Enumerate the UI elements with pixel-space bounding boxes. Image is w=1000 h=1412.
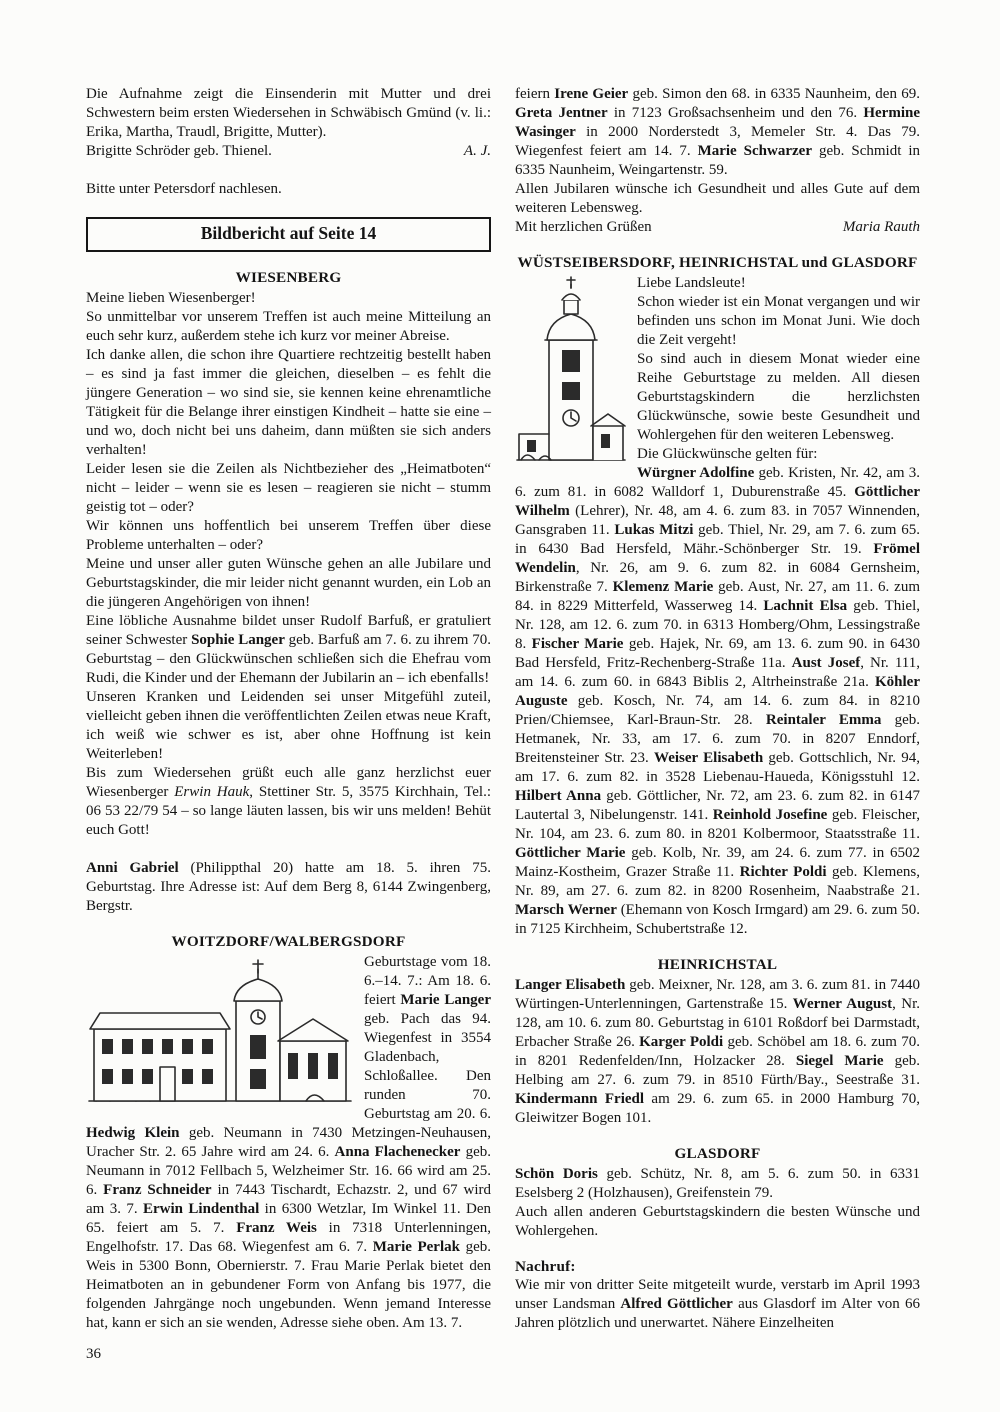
woitzdorf-paragraph: Geburtstage vom 18. 6.–14. 7.: Am 18. 6. feiert Marie Langer geb. Pach das 94. Wiegenfest in 3554 Gladenbach, Schloßallee. Den runden 70. Geburtstag am 20. 6. Hedwig Klein geb. Neumann in 7430 Metzingen-Neuhausen, Uracher Str. 2. 65 Jahre wird am 24. 6. Anna Flachenecker geb. Neumann in 7012 Fellbach 5, Welzheimer Str. 16. 66 wird am 25. 6. Franz Schneider in 7443 Tischardt, Echazstr. 2, und 67 wird am 3. 7. Erwin Lindenthal in 6300 Wetzlar, Im Winkel 11. Den 65. feiert am 5. 7. Franz Weis in 7318 Unterlenningen, Engelhofstr. 17. Das 68. Wiegenfest am 6. 7. Marie Perlak geb. Weis in 5300 Bonn, Obernierstr. 7. Frau Marie Perlak bietet den Heimatboten an in gebundener Form von Anfang bis 1977, die folgenden Jahrgänge noch ungebunden. Wenn jemand Interesse hat, kann er sich an sie wenden, Adresse siehe oben. Am 13. 7. [86, 954, 491, 1331]
photo-caption: Die Aufnahme zeigt die Einsenderin mit Mutter und drei Schwestern beim ersten Wiedersehen in Schwäbisch Gmünd (v. li.: Erika, Martha, Traudl, Brigitte, Mutter). [86, 86, 491, 140]
glasdorf-paragraph: Schön Doris geb. Schütz, Nr. 8, am 5. 6. zum 50. in 6331 Eselsberg 2 (Holzhausen), Greifenstein 79. [515, 1166, 920, 1201]
wiesenberg-paragraph: Ich danke allen, die schon ihre Quartiere rechtzeitig bestellt haben – es sind ja fast immer die gleichen, dieselben – es fehlt die jüngere Generation – wo sind sie, sie kennen keine ehrenamtliche Tätigkeit für die Belange ihrer einstigen Kindheit – hatte sie eine – und wo, doch nicht bei uns daheim, dann müßten sie sich anders verhalten! [86, 347, 491, 458]
heading-wuestseibersdorf: WÜSTSEIBERSDORF, HEINRICHSTAL und GLASDORF [517, 254, 918, 271]
wuest-paragraph: Liebe Landsleute! [637, 275, 746, 291]
wuest-birthday-list: Würgner Adolfine geb. Kristen, Nr. 42, am 3. 6. zum 81. in 6082 Walldorf 1, Duburenstraße 45. Göttlicher Wilhelm (Lehrer), Nr. 48, am 4. 6. zum 83. in 7057 Winnenden, Gansgraben 11. Lukas Mitzi geb. Thiel, Nr. 29, am 7. 6. zum 65. in 6430 Bad Hersfeld, Mähr.-Schönberger Str. 19. Frömel Wendelin, Nr. 26, am 9. 6. zum 82. in 6084 Gernsheim, Birkenstraße 7. Klemenz Marie geb. Aust, Nr. 27, am 11. 6. zum 84. in 8229 Mitterfeld, Wasserweg 14. Lachnit Elsa geb. Thiel, Nr. 128, am 12. 6. zum 70. in 6313 Homberg/Ohm, Lessingstraße 8. Fischer Marie geb. Hajek, Nr. 69, am 13. 6. zum 90. in 6430 Bad Hersfeld, Fritz-Rechenberg-Straße 11a. Aust Josef, Nr. 111, am 14. 6. zum 60. in 6843 Biblis 2, Altrheinstraße 21a. Köhler Auguste geb. Kosch, Nr. 74, am 14. 6. zum 84. in 8210 Prien/Chiemsee, Karl-Braun-Str. 28. Reintaler Emma geb. Hetmanek, Nr. 33, am 17. 6. zum 70. in 8207 Enndorf, Breitensteiner Str. 23. Weiser Elisabeth geb. Gottschlich, Nr. 94, am 17. 6. zum 82. in 3528 Liebenau-Haueda, Königsstuhl 12. Hilbert Anna geb. Göttlicher, Nr. 72, am 23. 6. zum 82. in 6147 Lautertal 3, Nibelungenstr. 141. Reinhold Josefine geb. Fleischer, Nr. 104, am 23. 6. zum 80. in 8201 Kolbermoor, Staatsstraße 11. Göttlicher Marie geb. Kolb, Nr. 39, am 24. 6. zum 77. in 6502 Mainz-Kostheim, Grazer Straße 11. Richter Poldi geb. Klemens, Nr. 89, am 27. 6. zum 82. in 8200 Rosenheim, Naabstraße 21. Marsch Werner (Ehemann von Kosch Irmgard) am 29. 6. zum 50. in 7125 Kirchheim, Schubertstraße 12. [515, 465, 921, 937]
author-initials: A. J. [463, 143, 491, 159]
left-column [86, 85, 491, 1333]
church-tower-illustration [515, 276, 627, 468]
wuest-paragraph: So sind auch in diesem Monat wieder eine Reihe Geburtstage zu melden. All diesen Geburtstagskindern die herzlichsten Glückwünsche, sowie beste Gesundheit und Wohlergehen für den weiteren Lebensweg. [637, 351, 920, 443]
right-column [515, 85, 920, 1333]
wiesenberg-paragraph: Unseren Kranken und Leidenden sei unser Mitgefühl zuteil, vielleicht geben ihnen die veröffentlichten Zeilen etwas neue Kraft, ich weiß wie schwer es ist, aber ohne Hoffnung ist kein Weiterleben! [86, 689, 491, 762]
heading-heinrichstal: HEINRICHSTAL [657, 956, 778, 973]
wiesenberg-paragraph: Wir können uns hoffentlich bei unserem Treffen über diese Probleme unterhalten – oder? [86, 518, 491, 553]
bildbericht-box [86, 217, 491, 252]
glasdorf-paragraph: Auch allen anderen Geburtstagskindern die besten Wünsche und Wohlergehen. [515, 1204, 920, 1239]
wuest-paragraph: Schon wieder ist ein Monat vergangen und wir befinden uns schon im Monat Juni. Wie doch die Zeit vergeht! [637, 294, 920, 348]
heading-woitzdorf: WOITZDORF/WALBERGSDORF [171, 933, 406, 950]
wiesenberg-paragraph: Meine und unser aller guten Wünsche gehen an alle Jubilare und Geburtstagskinder, die mir leider nicht genannt wurden, ein Lob an die jüngeren Angehörigen von ihnen! [86, 556, 491, 610]
wiesenberg-paragraph: Meine lieben Wiesenberger! [86, 290, 256, 306]
author-signature: Maria Rauth [842, 219, 920, 235]
wuest-paragraph: Die Glückwünsche gelten für: [637, 446, 818, 462]
photo-credit-text: Brigitte Schröder geb. Thienel. [86, 143, 272, 159]
bildbericht-heading: Bildbericht auf Seite 14 [200, 223, 377, 243]
two-column-layout [86, 85, 920, 1333]
wiesenberg-paragraph: Leider lesen sie die Zeilen als Nichtbezieher des „Heimatboten“ nicht – leider – wenn sie es lesen – reagieren sie nicht – stumm geistig tot – oder? [86, 461, 491, 515]
petersdorf-note: Bitte unter Petersdorf nachlesen. [86, 181, 282, 197]
continued-paragraph: feiern Irene Geier geb. Simon den 68. in 6335 Naunheim, den 69. Greta Jentner in 7123 Großsachsenheim und den 76. Hermine Wasinger in 2000 Norderstedt 3, Memeler Str. 4. Das 79. Wiegenfest feiert am 14. 7. Marie Schwarzer geb. Schmidt in 6335 Naunheim, Weingartenstr. 59. [515, 86, 921, 178]
wiesenberg-paragraph: So unmittelbar vor unserem Treffen ist auch meine Mitteilung an euch sehr kurz, außerdem stehe ich kurz vor meiner Abreise. [86, 309, 491, 344]
nachruf-paragraph: Wie mir von dritter Seite mitgeteilt wurde, verstarb im April 1993 unser Landsman Alfred Göttlicher aus Glasdorf im Alter von 66 Jahren plötzlich und unerwartet. Nähere Einzelheiten [515, 1277, 920, 1331]
woitzdorf-section [86, 953, 491, 1333]
heading-glasdorf: GLASDORF [674, 1145, 761, 1162]
closing-line [515, 218, 920, 237]
heading-nachruf: Nachruf: [515, 1258, 576, 1275]
wishes-paragraph: Allen Jubilaren wünsche ich Gesundheit und alles Gute auf dem weiteren Lebensweg. [515, 181, 920, 216]
heading-wiesenberg: WIESENBERG [235, 269, 342, 286]
page-footer [86, 1345, 101, 1364]
closing-text: Mit herzlichen Grüßen [515, 219, 652, 235]
heinrichstal-birthday-list: Langer Elisabeth geb. Meixner, Nr. 128, am 3. 6. zum 81. in 7440 Würtingen-Unterlenningen, Gartenstraße 15. Werner August, Nr. 128, am 10. 6. zum 80. Geburtstag in 6101 Roßdorf bei Darmstadt, Erbacher Straße 26. Karger Poldi geb. Schöbel am 18. 6. zum 70. in 8201 Redenfelden/Inn, Holzacker 28. Siegel Marie geb. Helbing am 27. 6. zum 79. in 8510 Fürth/Bay., Seestraße 31. Kindermann Friedl am 29. 6. zum 65. in 2000 Hamburg 70, Gleiwitzer Bogen 101. [515, 977, 921, 1126]
anni-gabriel-note: Anni Gabriel (Philippthal 20) hatte am 18. 5. ihren 75. Geburtstag. Ihre Adresse ist: Auf dem Berg 8, 6144 Zwingenberg, Bergstr. [86, 860, 491, 914]
photo-credit-line [86, 142, 491, 161]
page-number: 36 [86, 1346, 101, 1362]
village-church-illustration [86, 957, 354, 1107]
wiesenberg-paragraph: Eine löbliche Ausnahme bildet unser Rudolf Barfuß, er gratuliert seiner Schwester Sophie Langer geb. Barfuß am 7. 6. zu ihrem 70. Geburtstag – den Glückwünschen schließen sich die Ehefrau vom Rudi, die Kinder und der Ehemann der Jubilarin an – ich ebenfalls! [86, 613, 492, 686]
wiesenberg-paragraph: Bis zum Wiedersehen grüßt euch alle ganz herzlichst euer Wiesenberger Erwin Hauk, Stettiner Str. 5, 3575 Kirchhain, Tel.: 06 53 22/79 54 – so lange läuten lassen, bis wir uns melden! Behüt euch Gott! [86, 765, 491, 838]
wuestseibersdorf-section [515, 274, 920, 939]
